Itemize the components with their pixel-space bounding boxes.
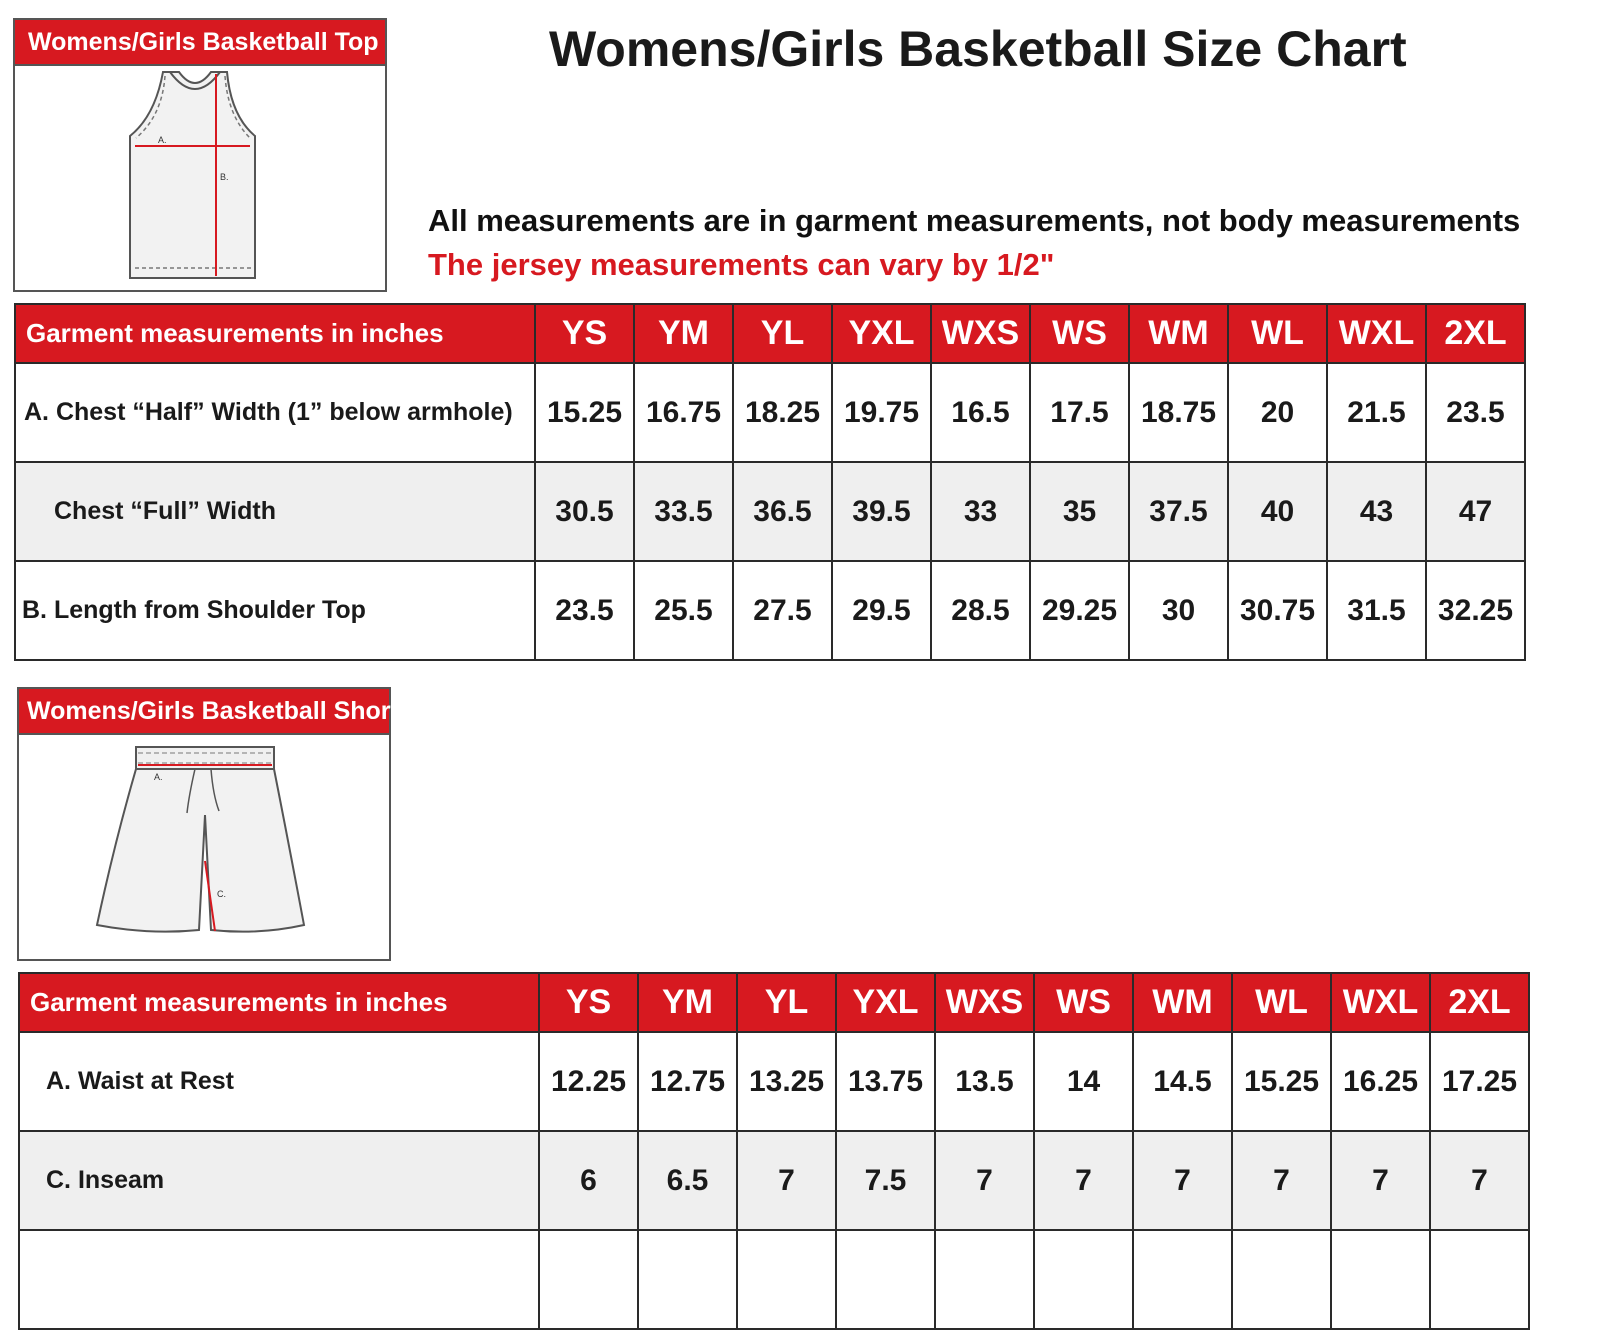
table-cell: 37.5 — [1129, 462, 1228, 561]
diagram-label-a: A. — [154, 772, 163, 782]
table-cell: 18.25 — [733, 363, 832, 462]
table-cell — [1232, 1230, 1331, 1329]
table-cell: 43 — [1327, 462, 1426, 561]
table-cell: 13.5 — [935, 1032, 1034, 1131]
table-cell: 29.5 — [832, 561, 931, 660]
table-cell: 33 — [931, 462, 1030, 561]
variance-note: The jersey measurements can vary by 1/2" — [428, 247, 1055, 282]
table-cell: 33.5 — [634, 462, 733, 561]
table-cell: 12.25 — [539, 1032, 638, 1131]
table-cell: 28.5 — [931, 561, 1030, 660]
table-cell: 14.5 — [1133, 1032, 1232, 1131]
table-cell — [737, 1230, 836, 1329]
shorts-size-table — [18, 972, 1530, 1330]
table-cell: 27.5 — [733, 561, 832, 660]
row-label: B. Length from Shoulder Top — [15, 561, 535, 660]
size-header: WS — [1034, 973, 1133, 1032]
table-cell — [539, 1230, 638, 1329]
table-cell: 47 — [1426, 462, 1525, 561]
size-header: YS — [535, 304, 634, 363]
table-cell: 17.25 — [1430, 1032, 1529, 1131]
size-header: WS — [1030, 304, 1129, 363]
row-label: A. Waist at Rest — [19, 1032, 539, 1131]
table-cell: 16.25 — [1331, 1032, 1430, 1131]
row-label: A. Chest “Half” Width (1” below armhole) — [15, 363, 535, 462]
page-title: Womens/Girls Basketball Size Chart — [549, 21, 1407, 77]
table-cell: 13.25 — [737, 1032, 836, 1131]
table-cell: 32.25 — [1426, 561, 1525, 660]
table-cell: 18.75 — [1129, 363, 1228, 462]
table-cell: 7 — [1034, 1131, 1133, 1230]
jersey-diagram — [15, 66, 385, 290]
table-cell: 7 — [935, 1131, 1034, 1230]
table-cell: 17.5 — [1030, 363, 1129, 462]
table-cell: 19.75 — [832, 363, 931, 462]
row-label: C. Inseam — [19, 1131, 539, 1230]
table-cell: 30.5 — [535, 462, 634, 561]
size-header: YM — [634, 304, 733, 363]
diagram-label-a: A. — [158, 135, 167, 145]
table-cell: 40 — [1228, 462, 1327, 561]
table-cell — [1133, 1230, 1232, 1329]
size-header: WXS — [935, 973, 1034, 1032]
diagram-label-c: C. — [217, 889, 226, 899]
table-cell: 7 — [1331, 1131, 1430, 1230]
size-header: WXL — [1331, 973, 1430, 1032]
table-cell: 23.5 — [535, 561, 634, 660]
size-header: YS — [539, 973, 638, 1032]
header-label: Garment measurements in inches — [19, 973, 539, 1032]
table-cell: 13.75 — [836, 1032, 935, 1131]
size-header: WXS — [931, 304, 1030, 363]
row-label: Chest “Full” Width — [15, 462, 535, 561]
table-cell: 23.5 — [1426, 363, 1525, 462]
table-row — [15, 561, 1525, 660]
table-row — [19, 1032, 1529, 1131]
shorts-icon — [19, 735, 389, 959]
size-header: YXL — [832, 304, 931, 363]
table-cell: 15.25 — [535, 363, 634, 462]
table-cell: 12.75 — [638, 1032, 737, 1131]
table-cell: 16.5 — [931, 363, 1030, 462]
table-cell: 35 — [1030, 462, 1129, 561]
table-cell: 21.5 — [1327, 363, 1426, 462]
table-cell: 16.75 — [634, 363, 733, 462]
size-header: YL — [737, 973, 836, 1032]
size-header: YM — [638, 973, 737, 1032]
table-cell — [1331, 1230, 1430, 1329]
table-cell: 14 — [1034, 1032, 1133, 1131]
table-cell: 6 — [539, 1131, 638, 1230]
table-cell: 7 — [737, 1131, 836, 1230]
jersey-icon — [15, 66, 385, 290]
table-cell: 30 — [1129, 561, 1228, 660]
table-cell: 7 — [1232, 1131, 1331, 1230]
jersey-diagram-panel — [13, 18, 387, 292]
row-label — [19, 1230, 539, 1329]
size-header: WXL — [1327, 304, 1426, 363]
size-header: WM — [1129, 304, 1228, 363]
shorts-panel-title: Womens/Girls Basketball Shorts — [19, 689, 389, 735]
size-header: 2XL — [1430, 973, 1529, 1032]
table-row — [19, 1230, 1529, 1329]
table-cell: 31.5 — [1327, 561, 1426, 660]
measurement-note: All measurements are in garment measurements, not body measurements — [428, 203, 1521, 238]
table-cell: 29.25 — [1030, 561, 1129, 660]
table-row — [19, 1131, 1529, 1230]
size-header: YXL — [836, 973, 935, 1032]
jersey-panel-title: Womens/Girls Basketball Top — [15, 20, 385, 66]
table-cell: 20 — [1228, 363, 1327, 462]
table-cell: 7 — [1133, 1131, 1232, 1230]
table-header-row — [15, 304, 1525, 363]
size-header: 2XL — [1426, 304, 1525, 363]
size-header: YL — [733, 304, 832, 363]
table-cell: 7.5 — [836, 1131, 935, 1230]
table-cell: 15.25 — [1232, 1032, 1331, 1131]
diagram-label-b: B. — [220, 172, 229, 182]
table-cell — [1430, 1230, 1529, 1329]
size-header: WL — [1232, 973, 1331, 1032]
size-header: WM — [1133, 973, 1232, 1032]
shorts-diagram-panel — [17, 687, 413, 961]
table-cell — [1034, 1230, 1133, 1329]
table-cell: 7 — [1430, 1131, 1529, 1230]
table-cell — [638, 1230, 737, 1329]
shorts-diagram — [19, 735, 389, 959]
table-cell: 6.5 — [638, 1131, 737, 1230]
table-cell: 36.5 — [733, 462, 832, 561]
table-cell: 25.5 — [634, 561, 733, 660]
size-header: WL — [1228, 304, 1327, 363]
table-cell: 30.75 — [1228, 561, 1327, 660]
header-label: Garment measurements in inches — [15, 304, 535, 363]
top-size-table — [14, 303, 1526, 661]
table-cell — [935, 1230, 1034, 1329]
table-cell — [836, 1230, 935, 1329]
table-row — [15, 462, 1525, 561]
table-row — [15, 363, 1525, 462]
table-cell: 39.5 — [832, 462, 931, 561]
table-header-row — [19, 973, 1529, 1032]
